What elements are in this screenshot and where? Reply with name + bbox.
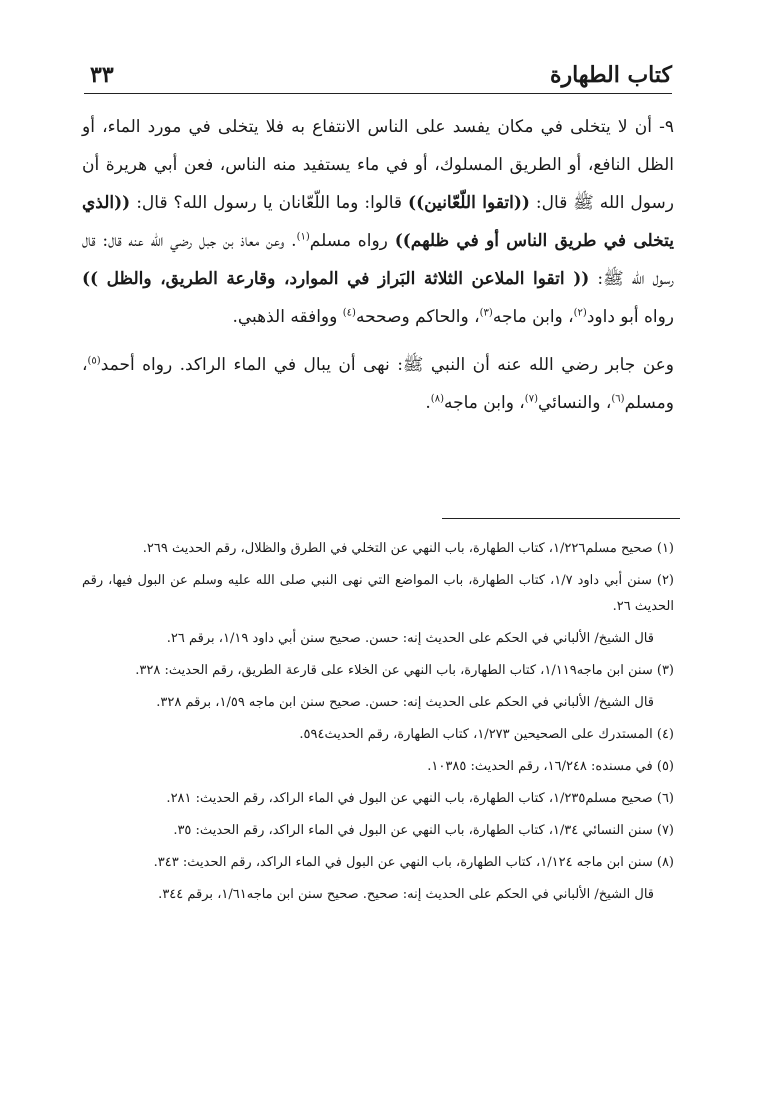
footnote-ref[interactable]: (٤) [342, 307, 356, 319]
text-run: ، والنسائي [537, 393, 612, 413]
footnote-5: (٥) في مسنده: ١٦/٢٤٨، رقم الحديث: ١٠٣٨٥. [427, 759, 674, 774]
text-run: ٩- أن لا يتخلى في مكان يفسد على الناس الانتفاع به فلا يتخلى في مورد الماء، أو الظل النافع، أو الطريق المسلوك، أو في ماء يستفيد منه الناس، فعن أبي هريرة أن رسول الله ﷺ قال: [82, 117, 674, 213]
chapter-title: كتاب الطهارة [549, 62, 672, 88]
hadith-quote: ((الذي يتخلى في طريق الناس أو في ظلهم)) [82, 193, 675, 251]
text-run: . [425, 393, 431, 413]
paragraph-jabir [82, 346, 674, 422]
hadith-quote: ((اتقوا اللّعّانين)) [408, 193, 530, 213]
footnote-ref[interactable]: (٣) [479, 307, 493, 319]
footnotes [82, 536, 674, 914]
footnote-ref[interactable]: (١) [296, 231, 310, 243]
footnote-7: (٧) سنن النسائي ١/٣٤، كتاب الطهارة، باب النهي عن البول في الماء الراكد، رقم الحديث: ٣٥. [173, 823, 674, 838]
text-run: ، وابن ماجه [443, 393, 525, 413]
text-run: وعن جابر رضي الله عنه أن النبي ﷺ: نهى أن يبال في الماء الراكد. رواه أحمد [100, 355, 674, 375]
footnote-8-grading: قال الشيخ/ الألباني في الحكم على الحديث إنه: صحيح. صحيح سنن ابن ماجه١/٦١، برقم ٣٤٤. [158, 887, 654, 902]
footnote-2: (٢) سنن أبي داود ١/٧، كتاب الطهارة، باب المواضع التي نهى النبي صلى الله عليه وسلم عن البول فيها، رقم الحديث ٢٦. [82, 573, 674, 614]
hadith-quote: (( اتقوا الملاعن الثلاثة البَراز في الموارد، وقارعة الطريق، والظل )) [82, 269, 590, 289]
text-run: ، وابن ماجه [492, 307, 574, 327]
footnote-4: (٤) المستدرك على الصحيحين ١/٢٧٣، كتاب الطهارة، رقم الحديث٥٩٤. [299, 727, 674, 742]
footnote-2-grading: قال الشيخ/ الألباني في الحكم على الحديث إنه: حسن. صحيح سنن أبي داود ١/١٩، برقم ٢٦. [166, 631, 654, 646]
text-run: ، والحاكم وصححه [355, 307, 480, 327]
footnote-ref[interactable]: (٧) [524, 393, 538, 405]
page-number: ٣٣ [90, 62, 114, 88]
text-run: رواه مسلم [309, 231, 395, 251]
text-run: ووافقه الذهبي. [232, 307, 343, 327]
main-text [82, 108, 674, 432]
footnote-3: (٣) سنن ابن ماجه١/١١٩، كتاب الطهارة، باب النهي عن الخلاء على قارعة الطريق، رقم الحديث: ٣٢٨. [135, 663, 674, 678]
footnote-separator [442, 518, 680, 519]
footnote-6: (٦) صحيح مسلم١/٢٣٥، كتاب الطهارة، باب النهي عن البول في الماء الراكد، رقم الحديث: ٢٨١. [166, 791, 674, 806]
text-run: قالوا: وما اللّعّانان يا رسول الله؟ قال: [130, 193, 409, 213]
footnote-ref[interactable]: (٨) [430, 393, 444, 405]
text-run: ، ومسلم [82, 355, 674, 413]
text-run: رواه أبو داود [586, 307, 674, 327]
text-run: . وعن معاذ بن جبل رضي الله عنه قال: قال رسول الله ﷺ: [82, 231, 674, 289]
header-rule [84, 93, 672, 94]
footnote-ref[interactable]: (٥) [87, 355, 101, 367]
footnote-3-grading: قال الشيخ/ الألباني في الحكم على الحديث إنه: حسن. صحيح سنن ابن ماجه ١/٥٩، برقم ٣٢٨. [156, 695, 654, 710]
footnote-8: (٨) سنن ابن ماجه ١/١٢٤، كتاب الطهارة، باب النهي عن البول في الماء الراكد، رقم الحديث: ٣٤٣. [153, 855, 674, 870]
footnote-ref[interactable]: (٢) [573, 307, 587, 319]
page-header [84, 60, 672, 94]
paragraph-rule-9 [82, 108, 674, 336]
footnote-ref[interactable]: (٦) [611, 393, 625, 405]
footnote-1: (١) صحيح مسلم١/٢٢٦، كتاب الطهارة، باب النهي عن التخلي في الطرق والظلال، رقم الحديث ٢٦٩. [142, 541, 674, 556]
